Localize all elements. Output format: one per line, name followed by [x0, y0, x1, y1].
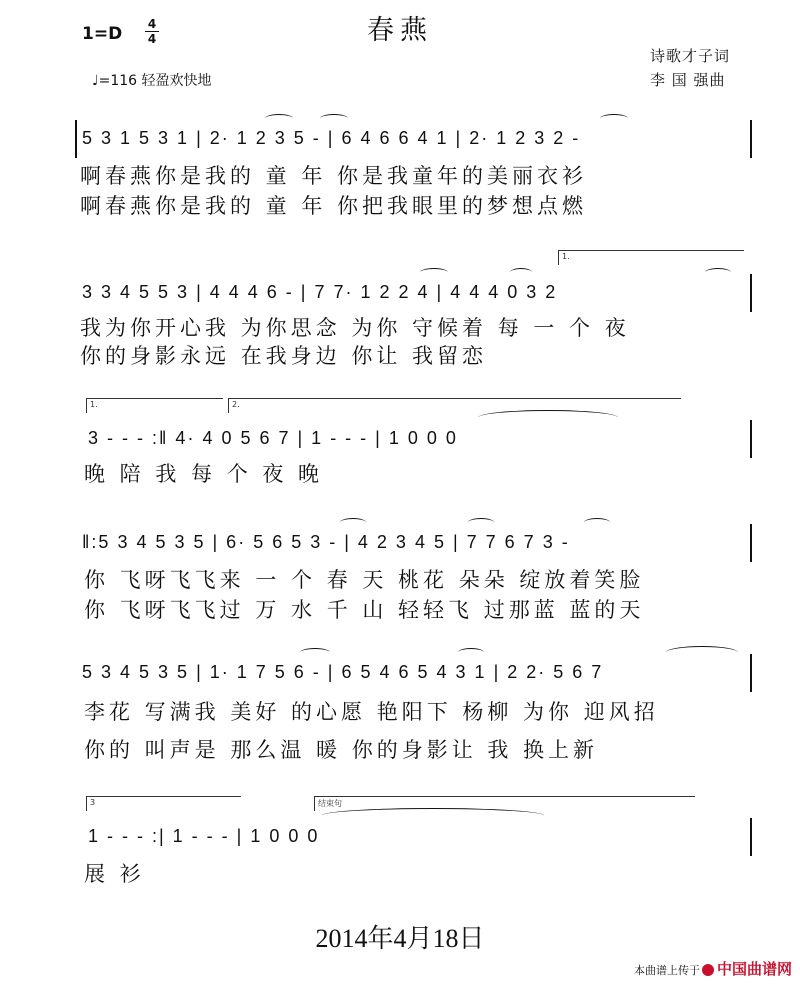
slur	[340, 518, 366, 527]
lyrics-line-1-verse-2: 啊春燕你是我的 童 年 你把我眼里的梦想点燃	[80, 194, 588, 218]
notes-line-2: 3 3 4 5 5 3 | 4 4 4 6 - | 7 7· 1 2 2 4 | 4 4 4 0 3 2	[82, 282, 558, 302]
notes-line-1: 5 3 1 5 3 1 | 2· 1 2 3 5 - | 6 4 6 6 4 1 | 2· 1 2 3 2 -	[82, 128, 581, 148]
time-sig-bottom: 4	[147, 32, 157, 46]
barline	[750, 420, 752, 458]
site-logo-icon	[702, 964, 714, 976]
barline	[750, 524, 752, 562]
slur	[458, 648, 484, 657]
notes-line-3: 3 - - - :‖ 4· 4 0 5 6 7 | 1 - - - | 1 0 0 0	[88, 428, 458, 448]
tempo-marking: ♩=116 轻盈欢快地	[92, 73, 212, 89]
volta-label-second: 2.	[232, 400, 240, 409]
volta-label-third: 3	[90, 798, 96, 807]
lyrics-line-5-verse-1: 李花 写满我 美好 的心愿 艳阳下 杨柳 为你 迎风招	[84, 700, 659, 724]
lyrics-line-3: 晚 陪 我 每 个 夜 晚	[84, 462, 324, 486]
tie-slur	[478, 410, 618, 425]
volta-label: 1.	[562, 252, 570, 261]
volta-label-ending: 结束句	[318, 799, 342, 808]
key-signature: 1=D	[82, 24, 123, 44]
lyrics-line-4-verse-2: 你 飞呀飞飞过 万 水 千 山 轻轻飞 过那蓝 蓝的天	[84, 598, 645, 622]
volta-bracket	[558, 250, 744, 265]
slur	[300, 648, 330, 657]
time-sig-top: 4	[147, 17, 157, 31]
composer: 李 国 强曲	[649, 71, 726, 89]
slur	[420, 268, 448, 277]
slur	[510, 268, 532, 277]
site-logo[interactable]	[702, 958, 792, 979]
slur	[320, 114, 348, 123]
lyrics-line-2-verse-2: 你的身影永远 在我身边 你让 我留恋	[80, 344, 488, 368]
lyrics-line-2-verse-1: 我为你开心我 为你思念 为你 守候着 每 一 个 夜	[80, 316, 630, 340]
song-title: 春燕	[367, 15, 433, 46]
slur	[584, 518, 610, 527]
lyricist: 诗歌才子词	[649, 47, 730, 65]
upload-note: 本曲谱上传于	[634, 964, 700, 977]
barline	[750, 654, 752, 692]
lyrics-line-5-verse-2: 你的 叫声是 那么温 暖 你的身影让 我 换上新	[84, 738, 599, 762]
notes-line-4: ‖:5 3 4 5 3 5 | 6· 5 6 5 3 - | 4 2 3 4 5 | 7 7 6 7 3 -	[82, 532, 570, 552]
date: 2014年4月18日	[315, 924, 485, 953]
volta-label-first: 1.	[90, 400, 98, 409]
lyrics-line-4-verse-1: 你 飞呀飞飞来 一 个 春 天 桃花 朵朵 绽放着笑脸	[84, 568, 645, 592]
slur	[666, 646, 738, 659]
notes-line-5: 5 3 4 5 3 5 | 1· 1 7 5 6 - | 6 5 4 6 5 4 3 1 | 2 2· 5 6 7	[82, 662, 604, 682]
lyrics-line-1-verse-1: 啊春燕你是我的 童 年 你是我童年的美丽衣衫	[80, 164, 588, 188]
barline	[750, 274, 752, 312]
slur	[468, 518, 494, 527]
credits	[650, 44, 730, 92]
slur	[265, 114, 293, 123]
volta-bracket-second	[228, 398, 681, 413]
barline	[750, 120, 752, 158]
tie-slur	[322, 808, 544, 823]
lyrics-line-6: 展 衫	[84, 862, 145, 886]
barline	[75, 120, 77, 158]
volta-bracket-third	[86, 796, 241, 811]
notes-line-6: 1 - - - :| 1 - - - | 1 0 0 0	[88, 826, 320, 846]
time-signature	[145, 18, 159, 45]
barline	[750, 818, 752, 856]
slur	[600, 114, 628, 123]
slur	[705, 268, 731, 277]
volta-bracket-first	[86, 398, 223, 413]
site-name: 中国曲谱网	[716, 960, 792, 978]
